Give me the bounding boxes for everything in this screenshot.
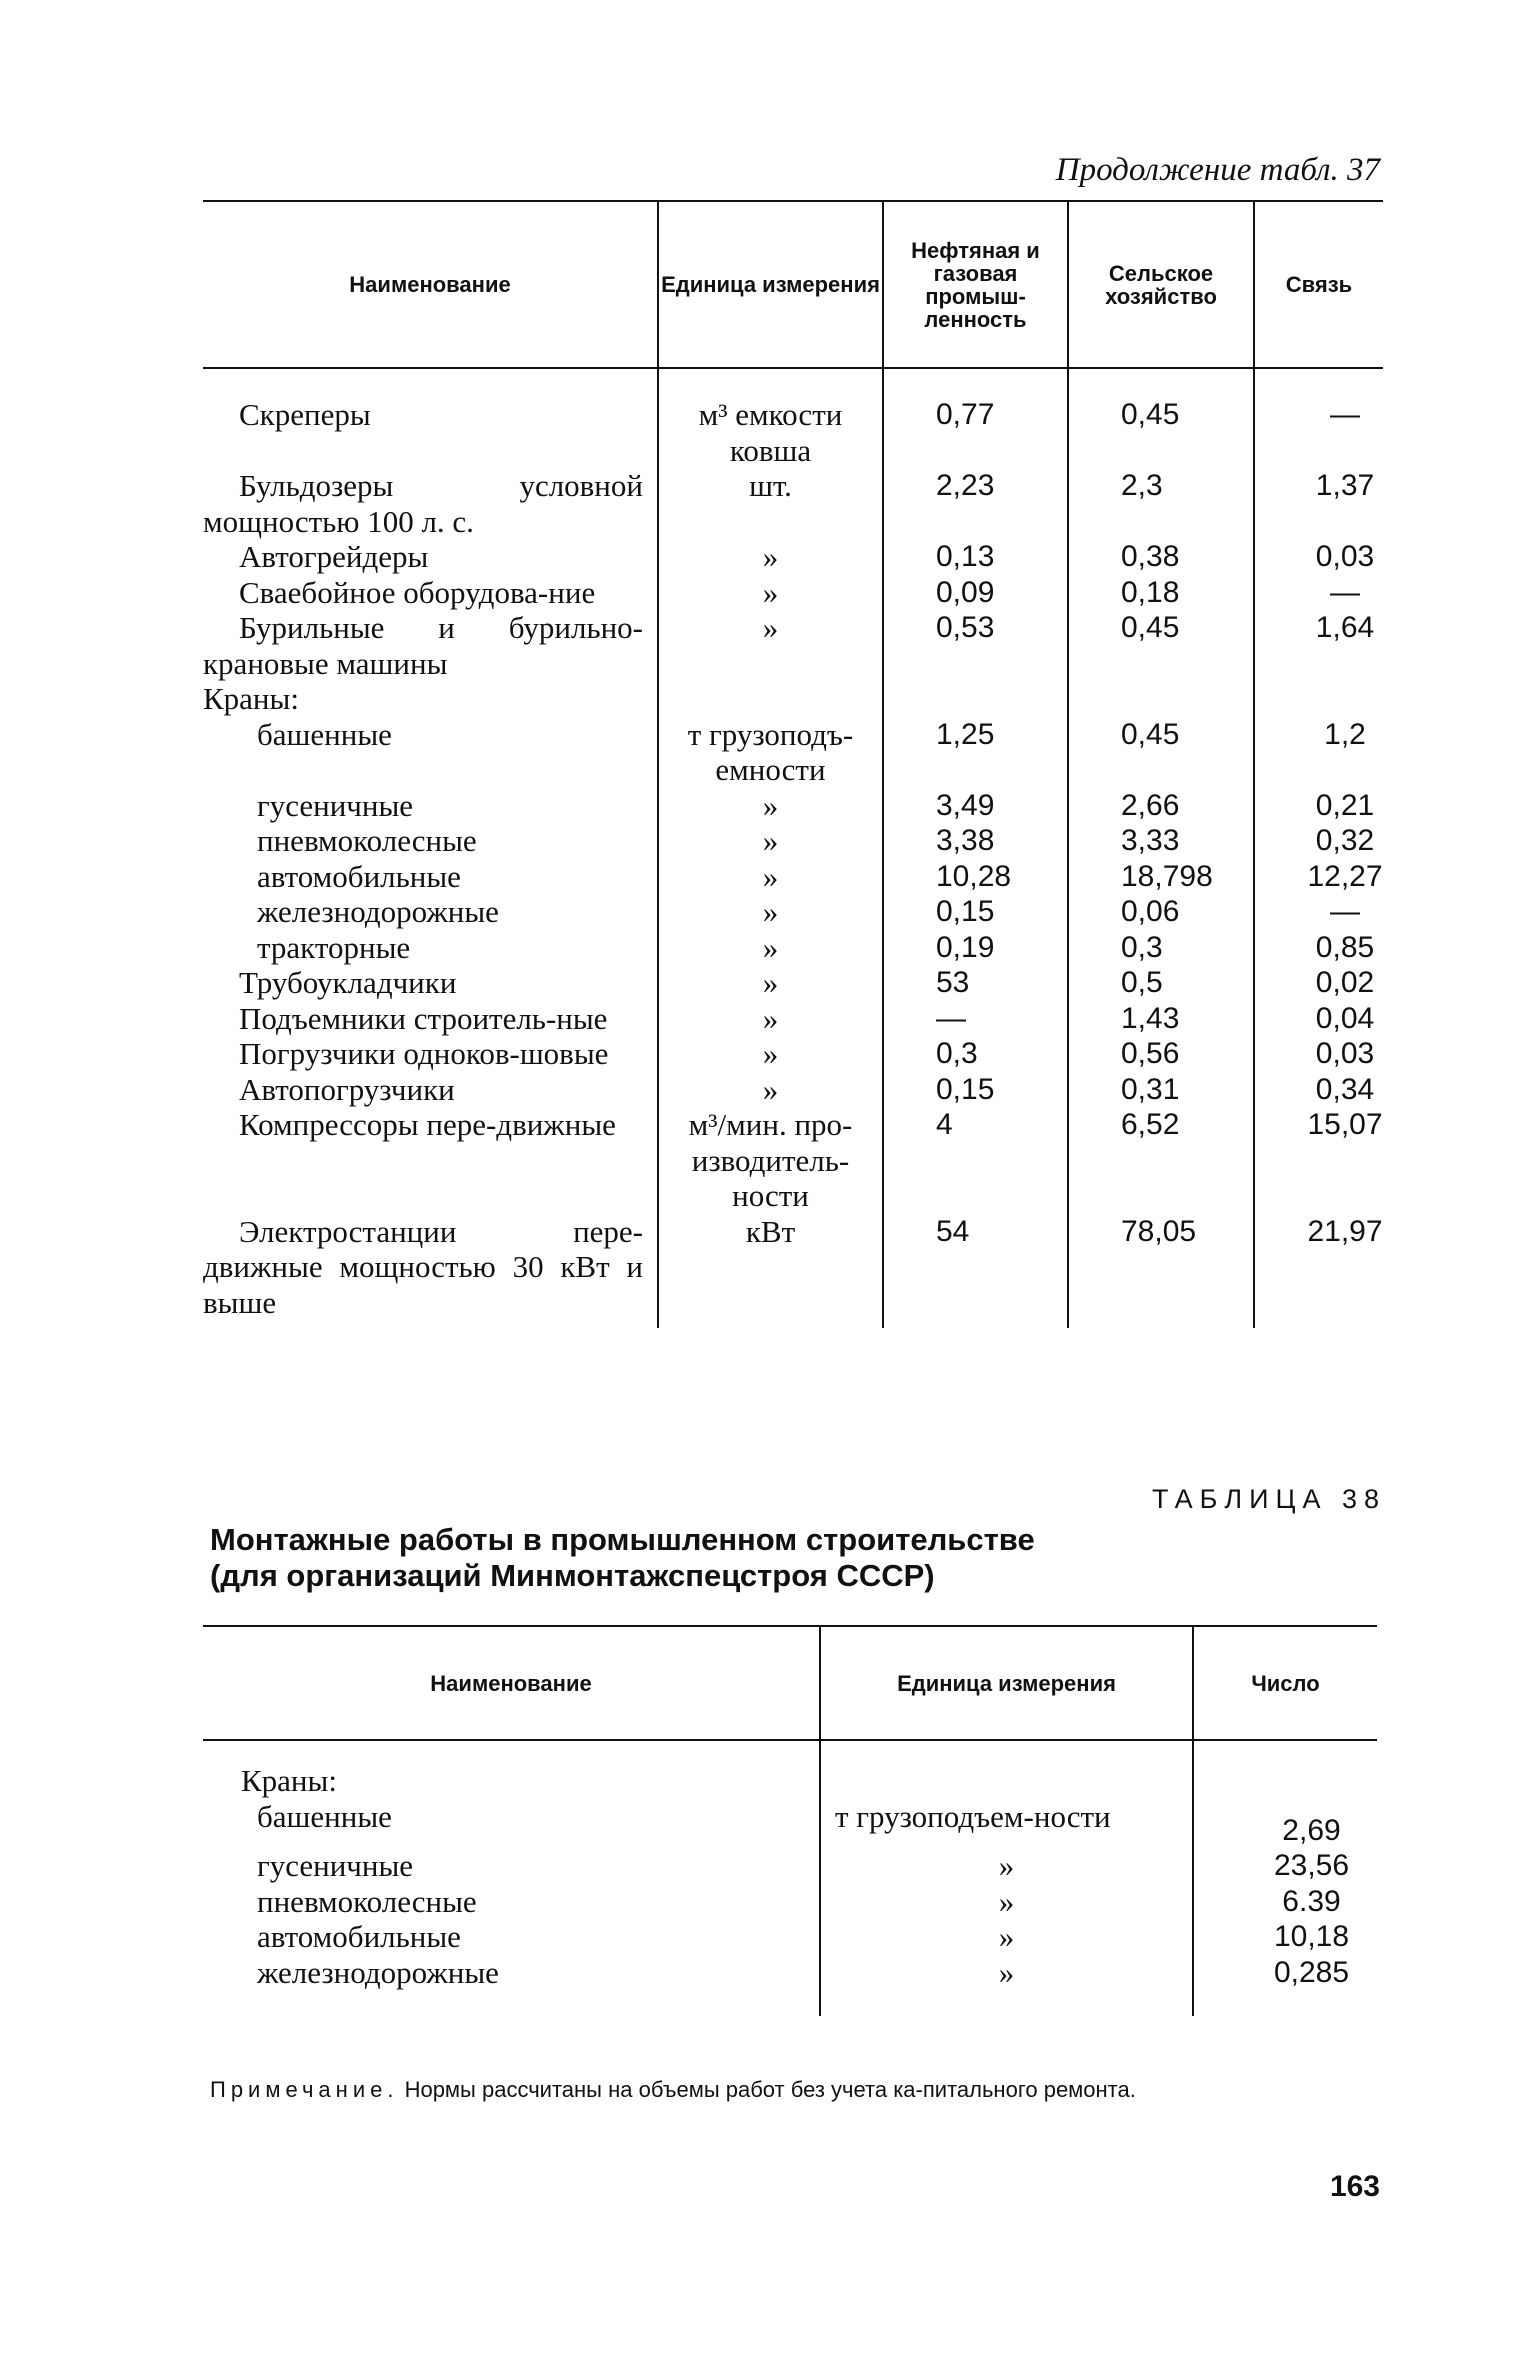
row-unit: » (658, 1001, 883, 1037)
communication-value (1254, 681, 1383, 717)
communication-value: 0,02 (1254, 965, 1383, 1001)
note-label: Примечание. (210, 2077, 399, 2102)
agriculture-value (1068, 681, 1254, 717)
row-name: Скреперы (239, 397, 371, 432)
oil-gas-value: 10,28 (883, 859, 1068, 895)
col-header-unit: Единица измерения (820, 1626, 1193, 1740)
row-unit: м³/мин. про-изводитель-ности (658, 1107, 883, 1214)
row-name: Сваебойное оборудова-ние (239, 574, 596, 610)
table-row (203, 859, 1383, 895)
row-unit: » (820, 1919, 1193, 1955)
agriculture-value: 0,18 (1068, 575, 1254, 611)
col-header-oil-gas: Нефтяная и газовая промыш-ленность (883, 201, 1068, 368)
row-unit: » (658, 539, 883, 575)
page-number: 163 (1329, 2170, 1380, 2203)
row-name: Трубоукладчики (239, 965, 457, 1000)
communication-value: 0,85 (1254, 930, 1383, 966)
oil-gas-value: 3,49 (883, 788, 1068, 824)
table-row (203, 1919, 1377, 1955)
row-unit: м³ емкости ковша (658, 368, 883, 468)
agriculture-value: 6,52 (1068, 1107, 1254, 1214)
row-name: автомобильные (257, 1919, 461, 1954)
table-row (203, 1848, 1377, 1884)
row-unit: » (658, 575, 883, 611)
agriculture-value: 2,66 (1068, 788, 1254, 824)
row-name: Бурильные и бурильно-крановые машины (203, 610, 643, 681)
row-name: башенные (257, 716, 392, 752)
communication-value: — (1254, 575, 1383, 611)
row-unit: т грузоподъем-ности (820, 1799, 1193, 1849)
count-value (1193, 1740, 1377, 1799)
table-row (203, 539, 1383, 575)
col-header-count: Число (1193, 1626, 1377, 1740)
agriculture-value: 0,45 (1068, 717, 1254, 788)
table-row (203, 575, 1383, 611)
oil-gas-value: 0,53 (883, 610, 1068, 681)
count-value: 0,285 (1193, 1955, 1377, 2017)
table-row (203, 1740, 1377, 1799)
oil-gas-value: 1,25 (883, 717, 1068, 788)
table-row (203, 1884, 1377, 1920)
communication-value: 0,32 (1254, 823, 1383, 859)
communication-value: 0,03 (1254, 1036, 1383, 1072)
row-unit: » (820, 1848, 1193, 1884)
agriculture-value: 0,06 (1068, 894, 1254, 930)
col-header-agriculture: Сельское хозяйство (1068, 201, 1254, 368)
row-name: Электростанции пере-движные мощностью 30 кВт и выше (203, 1213, 643, 1320)
row-unit: » (658, 965, 883, 1001)
agriculture-value: 0,45 (1068, 368, 1254, 468)
row-name: гусеничные (257, 1848, 414, 1883)
oil-gas-value: 0,13 (883, 539, 1068, 575)
oil-gas-value: 4 (883, 1107, 1068, 1214)
agriculture-value: 18,798 (1068, 859, 1254, 895)
oil-gas-value: 0,19 (883, 930, 1068, 966)
row-unit: » (658, 823, 883, 859)
communication-value: 21,97 (1254, 1214, 1383, 1329)
col-header-name: Наименование (203, 201, 658, 368)
table-row (203, 788, 1383, 824)
oil-gas-value: — (883, 1001, 1068, 1037)
table-row (203, 1214, 1383, 1329)
table-38-title (210, 1522, 1035, 1594)
oil-gas-value: 0,09 (883, 575, 1068, 611)
oil-gas-value: 53 (883, 965, 1068, 1001)
agriculture-value: 0,38 (1068, 539, 1254, 575)
agriculture-value: 78,05 (1068, 1214, 1254, 1329)
communication-value: — (1254, 894, 1383, 930)
row-unit: кВт (658, 1214, 883, 1329)
oil-gas-value: 0,3 (883, 1036, 1068, 1072)
row-name: Автогрейдеры (239, 539, 429, 574)
row-name: Подъемники строитель-ные (239, 1000, 608, 1036)
oil-gas-value: 2,23 (883, 468, 1068, 539)
agriculture-value: 0,45 (1068, 610, 1254, 681)
table-row (203, 1955, 1377, 2017)
communication-value: 15,07 (1254, 1107, 1383, 1214)
agriculture-value: 2,3 (1068, 468, 1254, 539)
communication-value: 12,27 (1254, 859, 1383, 895)
row-name: Автопогрузчики (239, 1071, 455, 1107)
count-value: 10,18 (1193, 1919, 1377, 1955)
table-row (203, 1799, 1377, 1849)
row-unit: » (820, 1955, 1193, 2017)
communication-value: 0,34 (1254, 1072, 1383, 1108)
oil-gas-value: 0,15 (883, 1072, 1068, 1108)
row-name: Бульдозеры условной мощностью 100 л. с. (203, 468, 643, 539)
col-header-name: Наименование (203, 1626, 820, 1740)
table-row (203, 1001, 1383, 1037)
table-row (203, 368, 1383, 468)
table-row (203, 1072, 1383, 1108)
table-row (203, 1036, 1383, 1072)
row-unit: » (658, 894, 883, 930)
oil-gas-value: 3,38 (883, 823, 1068, 859)
row-name: железнодорожные (257, 1954, 499, 1990)
table-38-label: ТАБЛИЦА 38 (1152, 1484, 1386, 1514)
table-row (203, 823, 1383, 859)
row-unit (658, 681, 883, 717)
agriculture-value: 0,31 (1068, 1072, 1254, 1108)
row-unit: » (658, 610, 883, 681)
row-name: гусеничные (257, 787, 414, 823)
row-unit: » (658, 930, 883, 966)
communication-value: 1,64 (1254, 610, 1383, 681)
table-row (203, 965, 1383, 1001)
row-name: Погрузчики одноков-шовые (239, 1036, 609, 1071)
row-name: автомобильные (257, 858, 461, 894)
agriculture-value: 0,56 (1068, 1036, 1254, 1072)
count-value: 6.39 (1193, 1884, 1377, 1920)
row-unit: » (658, 1036, 883, 1072)
agriculture-value: 3,33 (1068, 823, 1254, 859)
row-unit: шт. (658, 468, 883, 539)
oil-gas-value: 0,15 (883, 894, 1068, 930)
count-value: 2,69 (1193, 1799, 1377, 1849)
communication-value: 1,2 (1254, 717, 1383, 788)
row-unit: т грузоподъ-емности (658, 717, 883, 788)
row-name: Компрессоры пере-движные (239, 1107, 616, 1142)
row-unit: » (820, 1884, 1193, 1920)
communication-value: — (1254, 368, 1383, 468)
row-unit: » (658, 859, 883, 895)
communication-value: 1,37 (1254, 468, 1383, 539)
row-name: Краны: (241, 1763, 337, 1798)
table-note (210, 2076, 1380, 2103)
col-header-unit: Единица измерения (658, 201, 883, 368)
row-name: железнодорожные (257, 894, 499, 929)
note-text: Нормы рассчитаны на объемы работ без учета ка-питального ремонта. (404, 2077, 1136, 2102)
row-name: Краны: (203, 681, 299, 716)
count-value: 23,56 (1193, 1848, 1377, 1884)
table-row (203, 717, 1383, 788)
row-name: пневмоколесные (257, 1883, 477, 1919)
continuation-caption: Продолжение табл. 37 (1055, 152, 1380, 188)
communication-value: 0,21 (1254, 788, 1383, 824)
row-name: тракторные (257, 929, 411, 965)
agriculture-value: 1,43 (1068, 1001, 1254, 1037)
row-unit: » (658, 788, 883, 824)
row-name: пневмоколесные (257, 823, 477, 858)
communication-value: 0,03 (1254, 539, 1383, 575)
table-row (203, 894, 1383, 930)
table-38-title-line1: Монтажные работы в промышленном строительстве (210, 1522, 1035, 1557)
col-header-communication: Связь (1254, 201, 1383, 368)
table-row (203, 1107, 1383, 1214)
agriculture-value: 0,3 (1068, 930, 1254, 966)
table-38 (203, 1625, 1377, 2016)
table-38-title-line2: (для организаций Минмонтажспецстроя СССР) (210, 1558, 935, 1593)
table-row (203, 468, 1383, 539)
table-37 (203, 200, 1383, 1328)
oil-gas-value: 0,77 (883, 368, 1068, 468)
table-row (203, 610, 1383, 681)
agriculture-value: 0,5 (1068, 965, 1254, 1001)
table-row (203, 930, 1383, 966)
communication-value: 0,04 (1254, 1001, 1383, 1037)
table-row (203, 681, 1383, 717)
oil-gas-value (883, 681, 1068, 717)
row-unit (820, 1740, 1193, 1799)
row-name: башенные (257, 1798, 392, 1834)
row-unit: » (658, 1072, 883, 1108)
oil-gas-value: 54 (883, 1214, 1068, 1329)
